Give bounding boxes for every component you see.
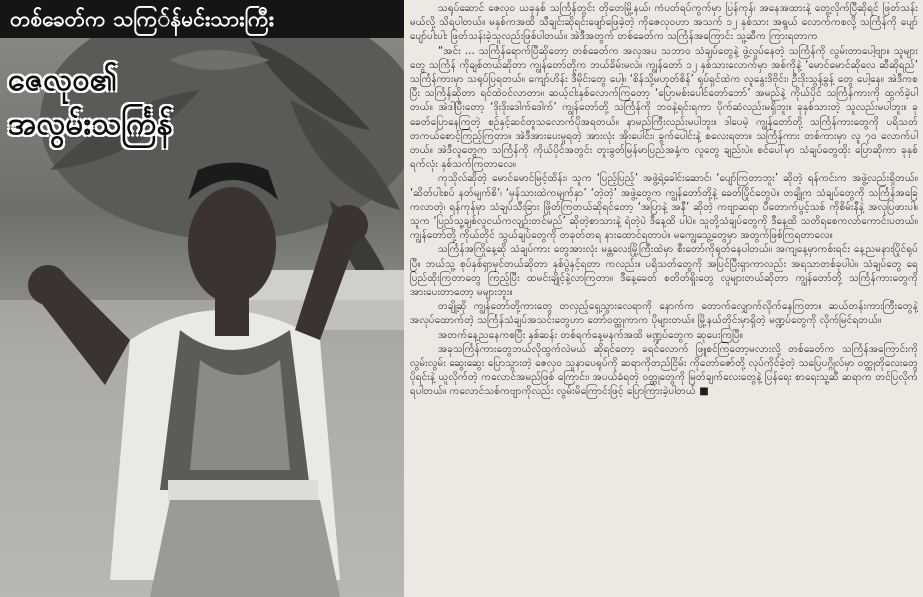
paragraph: “အင်း ... သင်္ကြန်ရောက်ပြီဆိုတော့ တစ်ခေတ်က အလှအပ သဘာဝ သံချပ်တွေနဲ့ ဖွဲ့လှုပ်နေတဲ့ သင်္ကြန်ကို လွမ်းတာပေါ့ဗျာ။ သူများတွေ သင်္ကြန် ကိုချစ်တယ်ဆိုတာ ကျွန်တော်တို့က ဘယ်ခိမ်းမလဲ။ ကျွန်တော် ၁၂ နှစ်သားလောက်မှာ အစ်ကိုနဲ့ ‘မောင်မောင်ဆိုလေ ဆီဆိုရည်’ သင်္ကြန်ကားမှာ သရုပ်ပြရတယ်။ ကျော်ဟိန်း ဒီမိုင်းတွေ ပေါ့။ ‘စိန်သို့မဟုတ်စိန်’ ရုပ်ရှင်ထဲက လူနွေးဒိဗိုင်း၊ ဦးဒိုးသွန့်ခွန့် တွေ ပေါ့နေ။ အဲဒီကစပြီး သင်္ကြန်ဆိုတာ ရင်ထဲဝင်လာတာ။ ဆယ့်ငါးနှစ်လောက်ကြတော့ ‘ပြောမစ်းပေါင်တော်ဘော်’ အမည်နဲ့ ကိုယ်ပိုင် သင်္ကြန်ကားကို ထွက်ခဲ့ပါတယ်။ အဲဒါပြီးတော့ ‘ဒိုးဒိုးဒေါက်ဒေါက်’ ကျွန်တော်တို့ သင်္ကြန်ကို ဘဝနဲ့ရင်းရကာ ပိုက်ဆံလည်းမရှိဘူး။ ခုနှစ်သားတဲ့ သူလည်းမပါဘူး။ ခုခေတ်ပြောနေကြတဲ့ စဉ်နှင့်ဆင်တူသလောက်ပိုအရတယ်။ နာမည်ကြီးလည်းမပါဘူး။ ဒါပေမဲ့ ကျွန်တော်တို့ သင်္ကြန်ကားတွေကို ပရိသတ်တကယ်စောင့်ကြည့်ကြတာ။ အဲဒီအားပေးမှုရတဲ့ အားလုံး အိုးပေါင်း၊ ခွက်ပေါင်းနဲ့ စလေးရတာ။ သင်္ကြန်ကား တစ်ကားမှာ လူ ၇၀ လောက်ပါတယ်။ အဲဒီလူတွေက သင်္ကြန်ကို ကိုယ်ပိုင်အတွင်း တူးခွတ်မြန်မာပြည်အနှံ့က လူတွေ ချည်းပဲ။ စင်ပေါ်မှာ သံချပ်တွေထိုး ပြောဆိုကာ ခုနှစ်ရက်လုံး နှစ်သက်ကြတာလေ။ bbox=[410, 45, 918, 171]
paragraph: တချို့ဆို ကျွန်တော်တို့ကားတွေ တလှည့်ရှေ့သွားလေရာကို နောက်က တောက်လျှောက်လိုက်နေကြတာ။ ဆယ်တန်းကားကြီးတွေနဲ့ အလုပ်ထောက်တဲ့ သင်္ကြန်သံချပ်အသင်းတွေဟာ တော်ဝတ္ထုကာက ပိုများတယ်။ မြို့နယ်တိုင်းမှာရှိတဲ့ မဏ္ဍပ်တွေကို လိုက်မြင်ရတယ်။ bbox=[410, 301, 918, 327]
headline-line-1: ဇေလုဝ၏ bbox=[8, 62, 118, 98]
headline-line-2: အလွမ်းသင်္ကြန် bbox=[8, 106, 173, 142]
paragraph: သရုပ်ဆောင် ဇေလုဝ ယခုနှစ် သင်္ကြန်တွင်း တိုတေမြို့နယ်၊ ကံပတ်ရပ်ကွက်မှာ ပြန်ကုန်၊ အနေအထားနဲ့ တွေ့လိုက်ပြီဆိုရင် ဖြတ်သန်းမယ်လို့ သိရပါတယ်။ မနှစ်ကအထိ သီချင်းဆိုရင်းဖျော်ဖြေခဲ့တဲ့ ကိုဇေလုဝဟာ အသက် ၁၂ နှစ်သား အရွယ် လောက်ကစလို့ သင်္ကြန်ကို ပျော်ပျော်ပါးပါး ဖြတ်သန်းခဲ့သူလည်းဖြစ်ပါတယ်။ အဲဒီအတွက် တစ်ခေတ်က သင်္ကြန်အကြောင်း သူ့ဆီက ကြားရတာက bbox=[410, 3, 918, 43]
article-headline bbox=[8, 58, 173, 146]
paragraph: အခုသင်္ကြန်ကားတွေဘယ်လိုထွက်လဲမယ် ဆိုရင်တော့ ခရင်လောက် ဖြူစင်ကြတော့မလားလို့ တစ်ခေတ်က သင်္ကြန်အကြောင်းကို လွမ်းလွမ်း ဆွေးဆွေး ပြောသွားတဲ့ ဇေလုဝ သူနာပေရုပ်ကို ဆရာကိုတည်ငြိမ်း ကိုတော်ဇော်တို့ လုပ်ကိုင်ခဲ့တဲ့ သပြေပဂ္ဂိုလ်မှာ ဝတ္ထုတိုလေးတွေ ပိုရင်းနဲ့ ယူလိုက်တဲ့ ကလောင်အမည်ဖြစ် ကြောင်း၊ အပယ်ခံရတဲ့ ဝတ္ထုတွေကို မြတ်ချက်လေးတွေနဲ့ ပြန်ရေး စာရေးသူ့ဆီ ဆရာက တင်ပြလိုက်ရပါတယ်။ ကလောင်သစ်ကဗျာကိုလည်း လွမ်းမိကြောင်းဖြင့် ပြောကြားခဲ့ပါတယ် ■ bbox=[410, 343, 918, 398]
article-photo bbox=[0, 0, 404, 597]
paragraph: ကုသိုလ်ဆိုတဲ့ မောင်မောင်မြင့်ထိန်း၊ သူက ‘ပြည့်ပြည့်’ အဖွဲ့ရဲ့ခေါင်းဆောင်၊ ‘ပျော်ကြတာဘူး’ ဆိုတဲ့ ရန်ကင်းက အဖွဲ့လည်းရှိတယ်။ ‘ဆိတ်ပါးစပ် နတ်မျက်စိ’၊ ‘မှန်သားထဲကမျက်နှာ’ ‘တဲ့တဲ့’ အဖွဲ့တွေက ကျွန်တော်တို့နဲ့ ခေတ်ပြိုင်တွေပဲ။ တချို့က သံချပ်တွေကို သင်္ကြန်အခြေကလာတဲ့၊ ရန်ကုန်မှာ သံချပ်သီးခြား ဖြိုတ်ကြတယ်ဆိုရင်တော့ ‘အပြာနဲ့ အနီ’ ဆိုတဲ့ ကဗျာဆရာ ပီတောက်ပွင့်သစ် ကိုစိမ်းနီနဲ့ အလုပြဖားပါ။ သူက ‘ပြည်သူ့ချစ်လူငယ်ကလျဉ်းတင်မည်’ ဆိုတဲ့စာသားနဲ့ ရဲတဲ့ပဲ ဒီနေ့ထိ ပါပဲ။ သူတို့သံချပ်တွေကို ဒီနေ့ထိ သတိရစေကလာ်ကောင်းပတယ်။ ကျွန်တော်တို့ ကိုယ်တိုင် သွယ်ချပ်တွေကို တခုတ်တရ နားထောင်ရတာပဲ။ မကျွေသွေ့တွေမှာ အတွက်ဖြစ်ကြရတာလေ။ bbox=[410, 173, 918, 242]
banner-text: တစ်ခေတ်က သကြ်န်မင်းသားကြီး bbox=[10, 7, 274, 31]
article-body bbox=[410, 2, 918, 595]
paragraph: အတက်နေ့ညနေကစပြီး နှစ်ဆန်း တစ်ရက်နေ့မနက်အထိ မဏ္ဍပ်တွေက ဆုပေးကြပြီ။ bbox=[438, 329, 743, 341]
title-banner bbox=[0, 0, 404, 38]
paragraph: သင်္ကြန်အကြိုနေ့ဆို သံချပ်ကား တွေအားလုံး မန္တလေးမြို့ကြီးထဲမှာ စီးတော်ကိုရုတ်နေပါတယ်။ အကျနေ့မှာကစ်းရင်း နေ့ညမနားပြိုင်ရုပ်ပြီ။ ဘယ်သူ့ စုပ်နှစ်ရှာမှင်တယ်ဆိုတာ နှစ်ပွဲနှင့်ရတာ ကလည်း။ ပရိသတ်တွေကို အပြင်ပြီးရှာကာလည်း အရသာတစ်ခုပါပဲ။ သံချပ်တွေ ရေပြည်ထိုးကြတာတွေ ကြည့်ပြီး ထမင်းချိုင့်နဲ့လာကြတာ။ ဒီနေ့ခေတ် စတိတ်ရှိုးတွေ လူများတယ်ဆိုတာ ကျွန်တော်တို့ သင်္ကြန်ကားတွေကို အားပေးတာတော့ မများဘူး။ bbox=[410, 244, 918, 299]
